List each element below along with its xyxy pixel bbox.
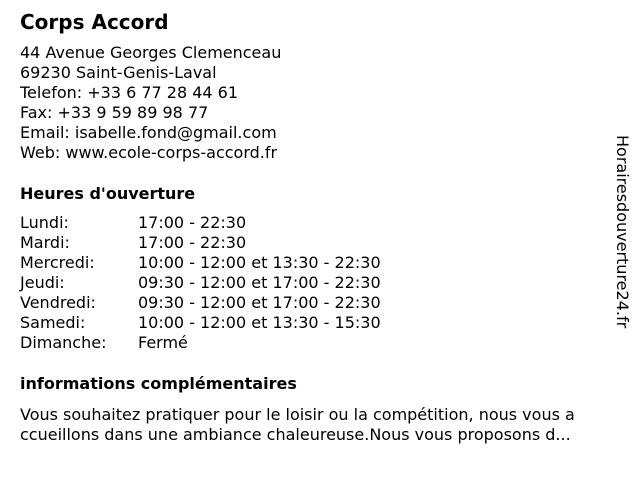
hours-row-wednesday bbox=[20, 253, 381, 273]
hours-day: Jeudi: bbox=[20, 273, 65, 292]
hours-time: Fermé bbox=[138, 333, 188, 352]
hours-row-saturday bbox=[20, 313, 381, 333]
hours-day: Samedi: bbox=[20, 313, 86, 332]
hours-time: 17:00 - 22:30 bbox=[138, 233, 247, 252]
hours-day: Lundi: bbox=[20, 213, 69, 232]
hours-day: Dimanche: bbox=[20, 333, 107, 352]
hours-time: 10:00 - 12:00 et 13:30 - 15:30 bbox=[138, 313, 381, 332]
address-city: 69230 Saint-Genis-Laval bbox=[20, 63, 217, 82]
hours-time: 17:00 - 22:30 bbox=[138, 213, 247, 232]
phone-text: Telefon: +33 6 77 28 44 61 bbox=[20, 83, 239, 102]
site-watermark: Horairesdouverture24.fr bbox=[613, 135, 632, 329]
fax-text: Fax: +33 9 59 89 98 77 bbox=[20, 103, 209, 122]
description-line: ccueillons dans une ambiance chaleureuse.Nous vous proposons d... bbox=[20, 425, 571, 444]
hours-time: 10:00 - 12:00 et 13:30 - 22:30 bbox=[138, 253, 381, 272]
website-text: Web: www.ecole-corps-accord.fr bbox=[20, 143, 278, 162]
hours-row-thursday bbox=[20, 273, 381, 293]
hours-table bbox=[20, 213, 381, 353]
hours-day: Vendredi: bbox=[20, 293, 96, 312]
hours-time: 09:30 - 12:00 et 17:00 - 22:30 bbox=[138, 273, 381, 292]
hours-time: 09:30 - 12:00 et 17:00 - 22:30 bbox=[138, 293, 381, 312]
hours-heading: Heures d'ouverture bbox=[20, 184, 196, 203]
hours-row-sunday bbox=[20, 333, 381, 353]
info-description bbox=[20, 405, 630, 445]
hours-day: Mardi: bbox=[20, 233, 70, 252]
description-line: Vous souhaitez pratiquer pour le loisir ou la compétition, nous vous a bbox=[20, 405, 575, 424]
email-text: Email: isabelle.fond@gmail.com bbox=[20, 123, 277, 142]
business-name: Corps Accord bbox=[20, 10, 169, 34]
contact-details bbox=[20, 43, 281, 163]
hours-row-friday bbox=[20, 293, 381, 313]
hours-row-monday bbox=[20, 213, 381, 233]
info-heading: informations complémentaires bbox=[20, 374, 297, 393]
hours-row-tuesday bbox=[20, 233, 381, 253]
hours-day: Mercredi: bbox=[20, 253, 95, 272]
address-street: 44 Avenue Georges Clemenceau bbox=[20, 43, 282, 62]
